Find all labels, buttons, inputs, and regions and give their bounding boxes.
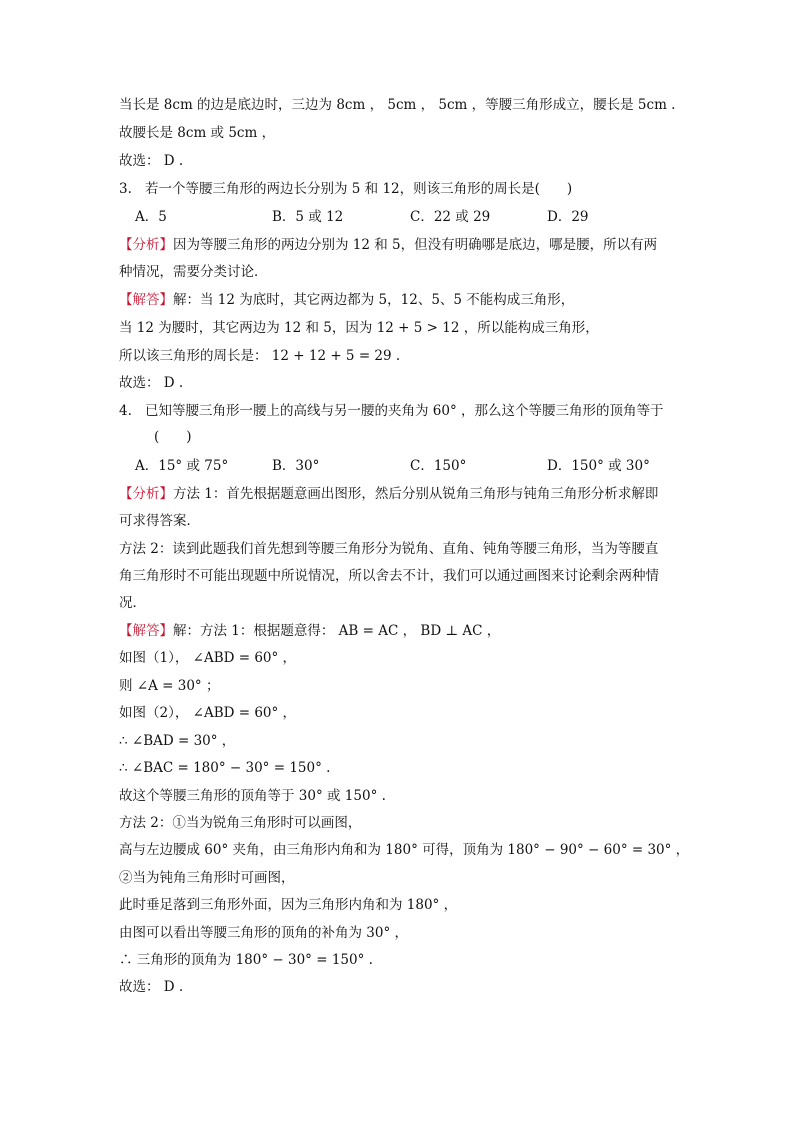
option-d: D．29 <box>547 209 589 225</box>
question-text: 已知等腰三角形一腰上的高线与另一腰的夹角为 60° ，那么这个等腰三角形的顶角等于 <box>145 403 664 419</box>
answer-parentheses: ( ) <box>154 429 192 445</box>
answer-text: 解：当 12 为底时，其它两边都为 5，12、5、5 不能构成三角形， <box>173 292 575 308</box>
answer-text: 解：方法 1：根据题意得： AB = AC ， BD ⊥ AC ， <box>173 623 501 639</box>
option-c: C．22 或 29 <box>410 209 491 225</box>
answer-line: 故选： D . <box>119 979 184 995</box>
option-a: A．15° 或 75° <box>135 458 229 474</box>
text-line: 故选： D . <box>119 153 184 169</box>
answer-line <box>119 291 574 309</box>
text-line: 故腰长是 8cm 或 5cm ， <box>119 125 276 141</box>
analysis-line: 方法 2：读到此题我们首先想到等腰三角形分为锐角、直角、钝角等腰三角形，当为等腰直 <box>119 541 659 557</box>
answer-line: 当 12 为腰时，其它两边为 12 和 5，因为 12 + 5 > 12 ，所以能构成三角形， <box>119 320 599 336</box>
answer-line: 高与左边腰成 60° 夹角，由三角形内角和为 180° 可得，顶角为 180° − 90° − 60° = 30° ， <box>119 842 690 858</box>
answer-line: 如图（1）， ∠ABD = 60° ， <box>119 650 297 666</box>
answer-line: ∴ ∠BAC = 180° − 30° = 150° . <box>119 760 331 776</box>
option-b: B．5 或 12 <box>272 209 344 225</box>
question-text: 若一个等腰三角形的两边长分别为 5 和 12，则该三角形的周长是( ) <box>145 181 573 197</box>
answer-tag: 【解答】 <box>119 292 173 308</box>
answer-line: 所以该三角形的周长是： 12 + 12 + 5 = 29 . <box>119 348 401 364</box>
analysis-line <box>119 485 658 503</box>
option-a: A．5 <box>135 209 167 225</box>
answer-line: 故选： D . <box>119 375 184 391</box>
analysis-text: 方法 1：首先根据题意画出图形，然后分别从锐角三角形与钝角三角形分析求解即 <box>173 486 659 502</box>
answer-tag: 【解答】 <box>119 623 173 639</box>
answer-line: 则 ∠A = 30° ； <box>119 678 220 694</box>
question-number: 3. <box>119 181 132 197</box>
analysis-text: 因为等腰三角形的两边分别为 12 和 5，但没有明确哪是底边，哪是腰，所以有两 <box>173 237 658 253</box>
answer-line: ∴ ∠BAD = 30° ， <box>119 733 236 749</box>
answer-line: 故这个等腰三角形的顶角等于 30° 或 150° . <box>119 788 386 804</box>
analysis-line: 种情况，需要分类讨论． <box>119 264 268 280</box>
analysis-tag: 【分析】 <box>119 237 173 253</box>
question-number: 4. <box>119 403 132 419</box>
question-3-stem <box>119 180 572 198</box>
question-4-stem <box>119 402 664 420</box>
answer-line: 如图（2）， ∠ABD = 60° ， <box>119 705 297 721</box>
text-line: 当长是 8cm 的边是底边时，三边为 8cm ， 5cm ， 5cm ，等腰三角形成立，腰长是 5cm . <box>119 97 676 113</box>
option-d: D．150° 或 30° <box>547 458 650 474</box>
analysis-line: 况． <box>119 595 146 611</box>
answer-line: 此时垂足落到三角形外面，因为三角形内角和为 180° ， <box>119 897 458 913</box>
analysis-line <box>119 236 657 254</box>
answer-line <box>119 622 500 640</box>
option-c: C．150° <box>410 458 467 474</box>
analysis-line: 角三角形时不可能出现题中所说情况，所以舍去不计，我们可以通过画图来讨论剩余两种情 <box>119 568 659 584</box>
analysis-line: 可求得答案． <box>119 513 200 529</box>
answer-line: 由图可以看出等腰三角形的顶角的补角为 30° ， <box>119 925 409 941</box>
answer-line: ②当为钝角三角形时可画图， <box>119 870 295 886</box>
analysis-tag: 【分析】 <box>119 486 173 502</box>
answer-line: 方法 2：①当为锐角三角形时可以画图， <box>119 815 362 831</box>
option-b: B．30° <box>272 458 320 474</box>
answer-line: ∴ 三角形的顶角为 180° − 30° = 150° . <box>119 952 373 968</box>
